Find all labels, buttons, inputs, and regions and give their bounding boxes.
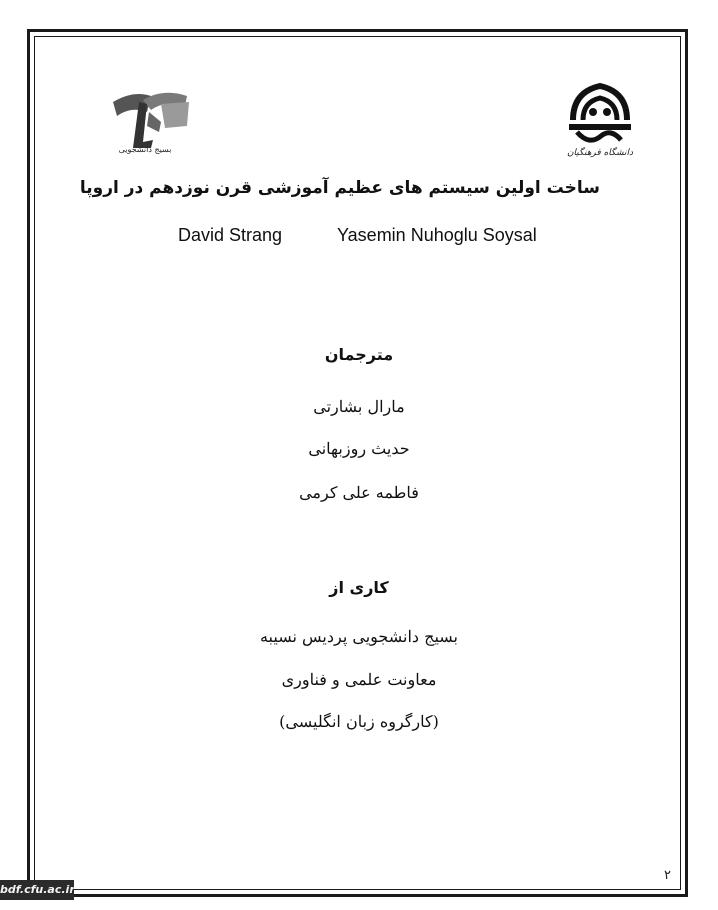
- site-watermark: bdf.cfu.ac.ir: [0, 880, 74, 900]
- author-name: David Strang: [178, 225, 283, 245]
- page-number: ۲: [664, 868, 671, 883]
- by-heading: کاری از: [329, 578, 389, 597]
- translator-name: مارال بشارتی: [313, 397, 405, 416]
- translator-name: حدیث روزبهانی: [308, 439, 410, 458]
- document-title: ساخت اولین سیستم های عظیم آموزشی قرن نوزدهم در اروپا: [79, 178, 600, 198]
- organization-line: (کارگروه زبان انگلیسی): [279, 712, 439, 731]
- organization-line: معاونت علمی و فناوری: [281, 670, 437, 689]
- farhangian-logo-caption: دانشگاه فرهنگیان: [566, 148, 634, 158]
- basij-logo-caption: بسیج دانشجویی: [118, 145, 172, 154]
- author-name: Yasemin Nuhoglu Soysal: [337, 225, 537, 245]
- translators-heading: مترجمان: [324, 345, 394, 364]
- translator-name: فاطمه علی کرمی: [299, 483, 419, 502]
- organization-line: بسیج دانشجویی پردیس نسیبه: [259, 627, 459, 646]
